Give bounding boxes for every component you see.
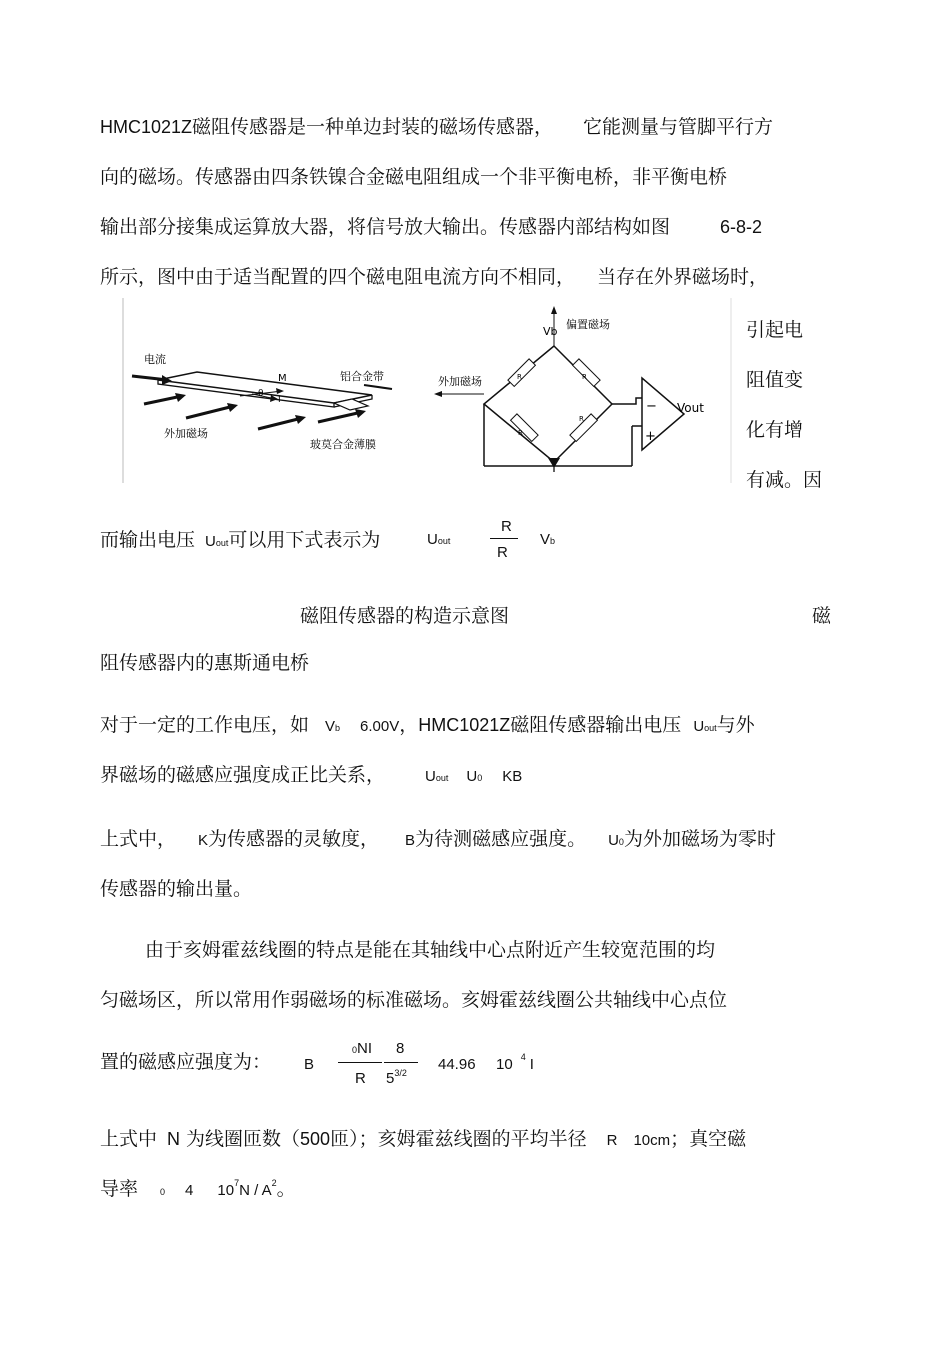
label-current: 电流 <box>144 353 166 366</box>
formula1-mid: 可以用下式表示为 <box>228 529 381 551</box>
formula2-den1: R <box>355 1070 366 1087</box>
formula2-coef: 44.96 <box>438 1056 476 1073</box>
p1-line2: 向的磁场。传感器由四条铁镍合金磁电阻组成一个非平衡电桥，非平衡电桥 <box>100 166 728 188</box>
formula2-b: B <box>304 1056 315 1073</box>
label-vb: Vb <box>543 325 558 338</box>
label-film: 玻莫合金薄膜 <box>310 438 376 451</box>
formula1-num: R <box>501 518 512 535</box>
field-arrow-4 <box>318 412 362 422</box>
field-arrow-1 <box>144 396 182 404</box>
formula2-num2: 8 <box>396 1040 405 1057</box>
figure-ref: 6-8-2 <box>720 217 763 237</box>
p1-right-4: 有减。因 <box>746 469 823 491</box>
label-bias-field: 偏置磁场 <box>566 318 610 331</box>
label-alloy-strip: 铝合金带 <box>340 370 384 383</box>
field-arrow-2 <box>186 406 234 418</box>
formula2-bar1 <box>338 1062 382 1063</box>
p5-line1: 上式中 N 为线圈匝数（500匝）；亥姆霍兹线圈的平均半径 R 10cm；真空磁 <box>100 1128 747 1150</box>
sensor-figure <box>122 298 732 483</box>
formula1-prefix: 而输出电压 <box>100 529 196 551</box>
p1-line4-tail: 当存在外界磁场时， <box>597 266 769 288</box>
label-i: I <box>278 395 281 405</box>
p1-line4 <box>100 265 768 289</box>
resistor-bottom-right <box>570 414 598 442</box>
p1-right-3: 化有增 <box>746 419 804 441</box>
field-arrow-3 <box>258 418 302 429</box>
caption-right: 磁 <box>812 605 832 627</box>
caption-line2: 阻传感器内的惠斯通电桥 <box>100 652 310 674</box>
formula1-fraction-bar <box>490 538 518 539</box>
formula2-bar2 <box>384 1062 418 1063</box>
formula1-u: U <box>205 533 216 550</box>
formula1 <box>100 525 380 552</box>
svg-text:R: R <box>579 415 584 423</box>
p1-right-1: 引起电 <box>746 319 804 341</box>
svg-text:R: R <box>582 373 587 381</box>
p1-line3-text: 输出部分接集成运算放大器，将信号放大输出。传感器内部结构如图 <box>100 216 671 238</box>
formula2-den2: $5^{3/2}$ <box>386 1068 407 1087</box>
op-amp-minus: − <box>646 399 657 414</box>
formula1-out: out <box>215 538 229 548</box>
model-name: HMC1021Z <box>100 117 193 137</box>
p1-right-2: 阻值变 <box>746 369 804 391</box>
formula1-vb: Vb <box>540 531 556 548</box>
bridge-diagram <box>434 306 704 472</box>
svg-text:R: R <box>517 373 522 381</box>
p4-line2: 匀磁场区，所以常用作弱磁场的标准磁场。亥姆霍兹线圈公共轴线中心点位 <box>100 989 728 1011</box>
formula2-ten: 10 $^4$ I <box>496 1052 534 1073</box>
label-vout: Vout <box>677 401 704 415</box>
svg-text:R: R <box>518 429 523 437</box>
label-theta: θ <box>258 389 264 399</box>
p3-line2: 传感器的输出量。 <box>100 878 253 900</box>
p5-line2: 导率 0 4 $10^7N / A^2$。 <box>100 1178 296 1200</box>
formula1-den: R <box>497 544 508 561</box>
label-external-field-right: 外加磁场 <box>438 375 482 388</box>
p4-line1: 由于亥姆霍兹线圈的特点是能在其轴线中心点附近产生较宽范围的均 <box>145 939 716 961</box>
p4-line3: 置的磁感应强度为： <box>100 1051 272 1073</box>
p1-line3 <box>100 215 762 239</box>
label-m: M <box>278 373 287 384</box>
p1-line1-text: 磁阻传感器是一种单边封装的磁场传感器， <box>192 116 554 138</box>
formula2-num1: 0NI <box>352 1040 373 1057</box>
bridge-rhombus <box>484 346 612 462</box>
p3-line1: 上式中， K为传感器的灵敏度， B为待测磁感应强度。 U0为外加磁场为零时 <box>100 828 776 850</box>
p1-line1 <box>100 115 773 139</box>
formula1-u2: Uout <box>427 531 451 548</box>
op-amp-plus: + <box>645 429 656 444</box>
p1-line4-text: 所示，图中由于适当配置的四个磁电阻电流方向不相同， <box>100 266 576 288</box>
label-external-field-left: 外加磁场 <box>164 427 208 440</box>
p1-line1-tail: 它能测量与管脚平行方 <box>583 116 774 138</box>
structure-diagram <box>132 352 392 451</box>
p2-line1: 对于一定的工作电压，如 Vb 6.00V，HMC1021Z磁阻传感器输出电压 Uout与外 <box>100 714 755 736</box>
resistor-top-left <box>508 359 536 387</box>
caption-main: 磁阻传感器的构造示意图 <box>300 605 510 627</box>
p2-line2: 界磁场的磁感应强度成正比关系， Uout U0 KB <box>100 764 523 786</box>
resistor-top-right <box>573 359 601 387</box>
